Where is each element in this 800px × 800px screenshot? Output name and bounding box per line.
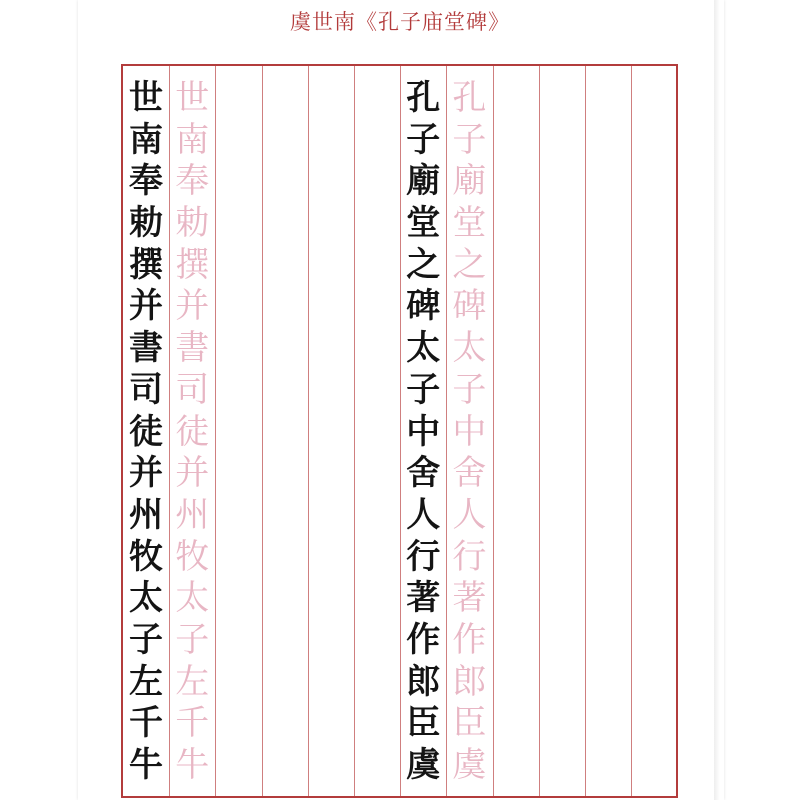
trace-character: 臣 [452,703,487,744]
trace-character: 舍 [452,453,487,494]
ink-character: 舍 [406,453,441,494]
ink-character: 臣 [406,703,441,744]
page-title: 虞世南《孔子庙堂碑》 [290,10,510,34]
ink-character: 書 [129,328,163,369]
ink-character: 廟 [406,161,441,202]
ink-character: 太 [129,578,163,619]
ink-character: 徒 [129,411,163,452]
trace-character: 子 [175,619,210,660]
ink-character: 并 [129,286,163,327]
trace-character: 左 [175,661,210,702]
trace-character: 孔 [452,78,487,118]
trace-character: 奉 [175,161,210,202]
ink-character: 撰 [129,244,163,285]
trace-character: 碑 [452,286,487,327]
ink-character: 太 [406,328,441,369]
trace-character: 人 [452,494,487,535]
trace-character: 千 [175,703,210,744]
ink-character: 子 [129,619,163,660]
ink-character: 孔 [406,78,441,118]
ink-character: 子 [406,119,441,160]
column-rule [631,66,632,796]
column-rule [354,66,355,796]
ink-character: 南 [129,119,163,160]
ink-character: 勅 [129,203,163,244]
column-rule [215,66,216,796]
trace-character: 之 [452,244,487,285]
trace-character: 堂 [452,203,487,244]
trace-character: 世 [175,78,210,118]
trace-character: 子 [452,369,487,410]
ink-character: 人 [406,494,441,535]
trace-character: 作 [452,619,487,660]
page-edge-right [714,0,720,800]
trace-character: 勅 [175,203,210,244]
copy-column [125,78,167,787]
column-rule [262,66,263,796]
trace-character: 郎 [452,661,487,702]
ink-character: 碑 [406,286,441,327]
trace-character: 牧 [175,536,210,577]
trace-character: 太 [452,328,487,369]
ink-character: 虞 [406,745,441,785]
trace-character: 行 [452,536,487,577]
column-rule [539,66,540,796]
ink-character: 千 [129,703,163,744]
copy-column [402,78,444,787]
trace-character: 南 [175,119,210,160]
trace-character: 書 [175,328,210,369]
trace-character: 并 [175,286,210,327]
column-rule [308,66,309,796]
trace-character: 司 [175,369,210,410]
trace-character: 州 [175,494,210,535]
ink-character: 并 [129,453,163,494]
trace-character: 撰 [175,244,210,285]
trace-character: 廟 [452,161,487,202]
trace-character: 中 [452,411,487,452]
trace-character: 徒 [175,411,210,452]
trace-column [448,78,490,787]
ink-character: 作 [406,619,441,660]
trace-character: 著 [452,578,487,619]
ink-character: 世 [129,78,163,118]
ink-character: 牛 [129,745,163,785]
column-rule [585,66,586,796]
column-rule [493,66,494,796]
ink-character: 牧 [129,536,163,577]
ink-character: 州 [129,494,163,535]
ink-character: 堂 [406,203,441,244]
ink-character: 行 [406,536,441,577]
trace-character: 子 [452,119,487,160]
ink-character: 左 [129,661,163,702]
column-rule [169,66,170,796]
column-rule [446,66,447,796]
ink-character: 著 [406,578,441,619]
ink-character: 奉 [129,161,163,202]
trace-character: 并 [175,453,210,494]
trace-character: 牛 [175,745,210,785]
ink-character: 子 [406,369,441,410]
trace-column [171,78,213,787]
ink-character: 司 [129,369,163,410]
ink-character: 郎 [406,661,441,702]
ink-character: 中 [406,411,441,452]
ink-character: 之 [406,244,441,285]
trace-character: 虞 [452,745,487,785]
column-rule [400,66,401,796]
trace-character: 太 [175,578,210,619]
